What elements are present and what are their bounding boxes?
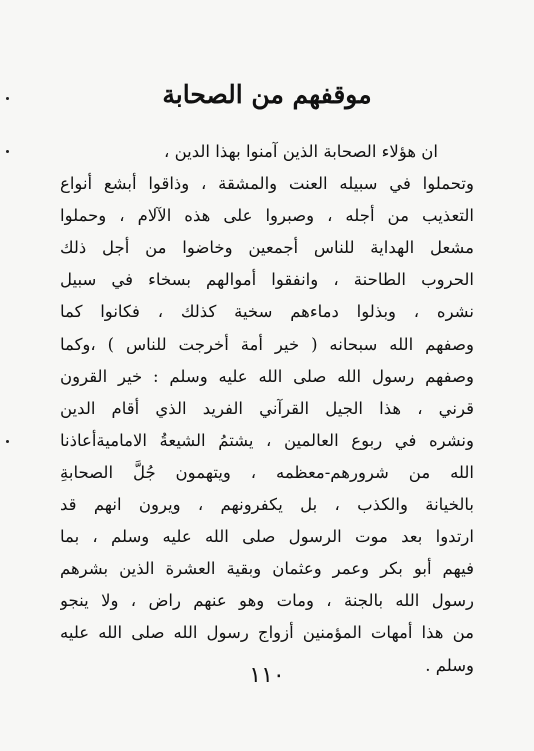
- text-line: بالخيانة والكذب ، بل يكفرونهم ، ويرون انهم قد: [60, 495, 474, 515]
- text-line: وصفهم الله سبحانه ( خير أمة أخرجت للناس ) ،وكما: [60, 334, 474, 354]
- margin-mark: [6, 440, 9, 443]
- text-line: ونشره في ربوع العالمين ، يشتمُ الشيعةُ الاماميةأعاذنا: [60, 430, 474, 450]
- page-number: ١١٠: [249, 663, 285, 688]
- text-line: ارتدوا بعد موت الرسول صلى الله عليه وسلم ، بما: [60, 527, 474, 547]
- text-line: فيهم أبو بكر وعمر وعثمان وبقية العشرة الذين بشرهم: [60, 559, 474, 579]
- body-text: [60, 136, 474, 682]
- page-heading: موقفهم من الصحابة: [162, 80, 372, 109]
- text-line: الحروب الطاحنة ، وانفقوا أموالهم بسخاء في سبيل: [60, 270, 474, 290]
- text-line: قرني ، هذا الجيل القرآني الفريد الذي أقام الدين: [60, 398, 474, 418]
- text-line: ان هؤلاء الصحابة الذين آمنوا بهذا الدين ،: [164, 142, 438, 161]
- text-line: وصفهم رسول الله صلى الله عليه وسلم : خير القرون: [60, 366, 474, 386]
- text-line: وتحملوا في سبيله العنت والمشقة ، وذاقوا أبشع أنواع: [60, 174, 474, 194]
- text-line: نشره ، وبذلوا دماءهم سخية كذلك ، فكانوا كما: [60, 302, 474, 322]
- margin-mark: [6, 150, 9, 153]
- text-line: الله من شرورهم-معظمه ، ويتهمون جُلَّ الصحابةِ: [60, 462, 474, 482]
- text-line: مشعل الهداية للناس أجمعين وخاضوا من أجل ذلك: [60, 238, 474, 258]
- text-line: وسلم .: [425, 655, 474, 675]
- text-line: من هذا أمهات المؤمنين أزواج رسول الله صلى الله عليه: [60, 623, 474, 643]
- text-line: رسول الله بالجنة ، ومات وهو عنهم راض ، ولا ينجو: [60, 591, 474, 611]
- text-line: التعذيب من أجله ، وصبروا على هذه الآلام ، وحملوا: [60, 206, 474, 226]
